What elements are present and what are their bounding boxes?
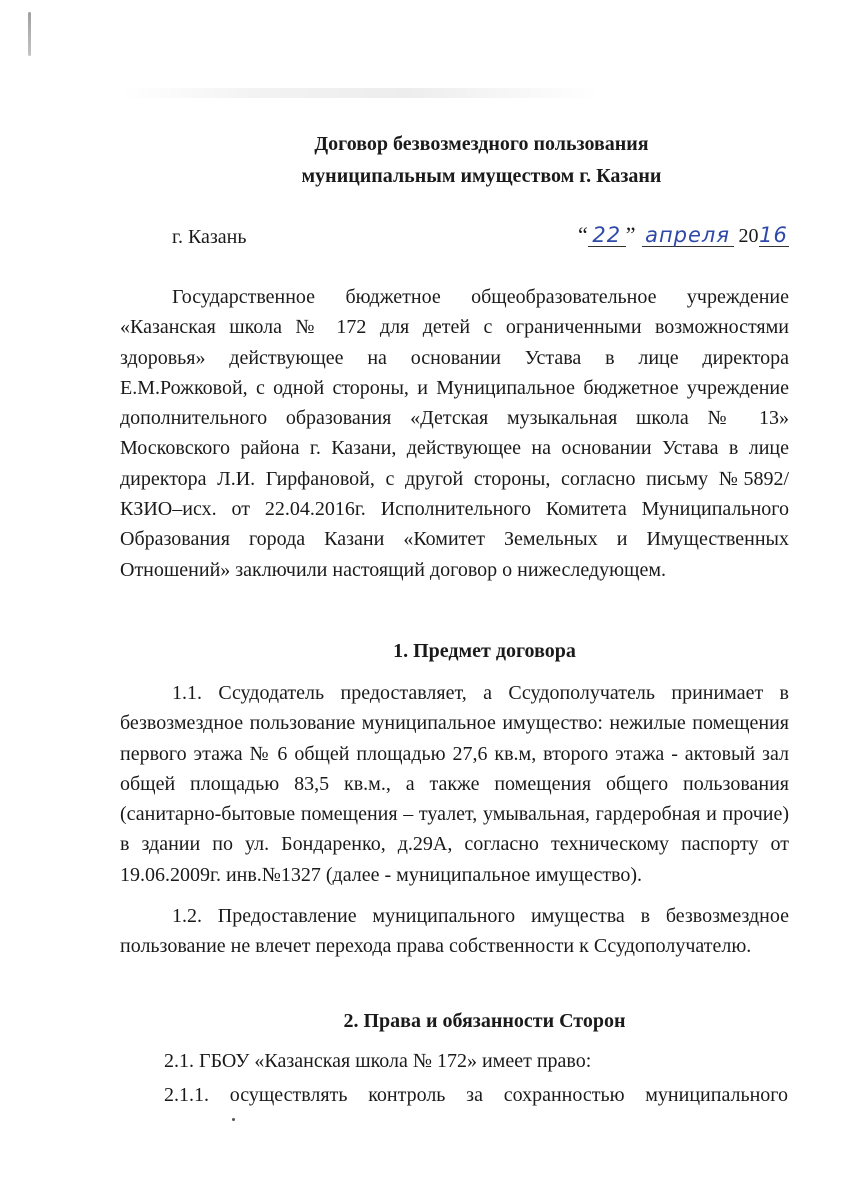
section-1-body [120,678,789,890]
section-1-heading: 1. Предмет договора [393,640,576,662]
clause-word: осуществлять [229,1084,348,1106]
section-2-heading: 2. Права и обязанности Сторон [343,1010,626,1032]
scan-artifact-band [120,88,600,98]
date-year-handwritten: 16 [759,223,788,247]
clause-1-2: 1.2. Предоставление муниципального имущества в безвозмездное пользование не влечет перехода права собственности к Ссудополучателю. [120,905,789,958]
clause-word: муниципального [645,1084,788,1106]
date-month-handwritten: апреля [642,224,734,247]
clause-word: контроль [368,1084,446,1106]
date-open-quote: “ [578,222,588,247]
clause-2-1-1-line [164,1084,788,1107]
section-1-body-2 [120,901,789,962]
contract-date [578,222,789,248]
title-line-1: Договор безвозмездного пользования [314,133,649,155]
scan-artifact-mark [28,12,31,56]
date-day-handwritten: 22 [588,224,626,247]
clause-1-1: 1.1. Ссудодатель предоставляет, а Ссудополучатель принимает в безвозмездное пользование муниципальное имущество: нежилые помещения первого этажа № 6 общей площадью 27,6 кв.м, второго этажа - актовый зал общей площадью 83,5 кв.м., а также помещения общего пользования (санитарно-бытовые помещения – туалет, умывальная, гардеробная и прочие) в здании по ул. Бондаренко, д.29А, согласно техническому паспорту от 19.06.2009г. инв.№1327 (далее - муниципальное имущество). [120,682,789,886]
document-title [120,128,849,192]
date-year-prefix: 20 [738,225,759,247]
scan-speck [232,1118,235,1121]
clause-word: сохранностью [503,1084,625,1106]
date-close-quote: ” [625,222,636,247]
city-label: г. Казань [172,226,247,248]
clause-2-1: 2.1. ГБОУ «Казанская школа № 172» имеет право: [164,1050,592,1072]
title-line-2: муниципальным имуществом г. Казани [301,165,662,187]
clause-word: 2.1.1. [164,1084,209,1106]
preamble-paragraph: Государственное бюджетное общеобразовательное учреждение «Казанская школа № 172 для детей с ограниченными возможностями здоровья» действующее на основании Устава в лице директора Е.М.Рожковой, с одной стороны, и Муниципальное бюджетное учреждение дополнительного образования «Детская музыкальная школа № 13» Московского района г. Казани, действующее на основании Устава в лице директора Л.И. Гирфановой, с другой стороны, согласно письму №5892/КЗИО–исх. от 22.04.2016г. Исполнительного Комитета Муниципального Образования города Казани «Комитет Земельных и Имущественных Отношений» заключили настоящий договор о нижеследующем. [120,286,789,581]
preamble-block [120,282,789,585]
clause-word: за [466,1084,483,1106]
